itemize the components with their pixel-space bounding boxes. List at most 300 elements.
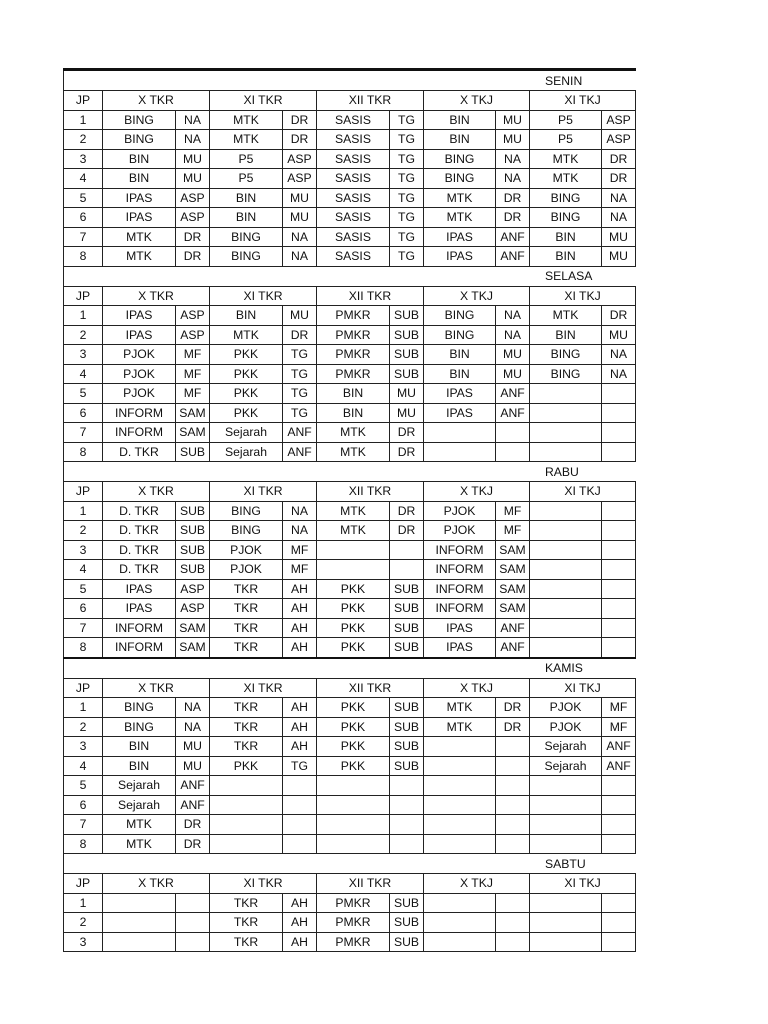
teacher-code-cell [496,795,530,815]
teacher-code-cell: MF [602,717,636,737]
schedule-row [64,345,636,365]
subject-cell: INFORM [424,540,496,560]
class-header: X TKR [103,678,210,698]
teacher-code-cell [496,913,530,933]
teacher-code-cell: NA [496,306,530,326]
schedule-row [64,169,636,189]
schedule-row [64,540,636,560]
teacher-code-cell: NA [602,208,636,228]
teacher-code-cell [283,795,317,815]
teacher-code-cell: SUB [390,618,424,638]
subject-cell: MTK [210,325,283,345]
teacher-code-cell [496,737,530,757]
subject-cell: MTK [424,208,496,228]
teacher-code-cell: DR [496,698,530,718]
teacher-code-cell: NA [283,227,317,247]
teacher-code-cell: ANF [496,403,530,423]
schedule-row [64,442,636,462]
teacher-code-cell: SUB [390,345,424,365]
class-header: XI TKJ [530,91,636,111]
teacher-code-cell: SUB [176,501,210,521]
subject-cell [317,560,390,580]
teacher-code-cell: DR [496,208,530,228]
teacher-code-cell [602,384,636,404]
teacher-code-cell: MU [176,149,210,169]
jp-number-cell: 2 [64,325,103,345]
subject-cell: SASIS [317,247,390,267]
subject-cell: PMKR [317,345,390,365]
subject-cell: INFORM [103,638,176,658]
subject-cell [530,932,602,952]
teacher-code-cell: SUB [390,638,424,658]
class-header: XI TKJ [530,874,636,894]
teacher-code-cell: MU [176,169,210,189]
teacher-code-cell: SAM [496,540,530,560]
subject-cell [317,795,390,815]
subject-cell: PKK [317,599,390,619]
class-header: X TKJ [424,874,530,894]
jp-header: JP [64,482,103,502]
teacher-code-cell [283,776,317,796]
subject-cell: INFORM [103,403,176,423]
schedule-row [64,149,636,169]
schedule-row [64,208,636,228]
teacher-code-cell: ASP [176,579,210,599]
class-header: XI TKR [210,91,317,111]
teacher-code-cell [602,815,636,835]
subject-cell [530,442,602,462]
schedule-row [64,306,636,326]
schedule-row [64,130,636,150]
class-header-row [64,91,636,111]
subject-cell [210,776,283,796]
teacher-code-cell: SAM [176,638,210,658]
subject-cell: BING [530,208,602,228]
teacher-code-cell: TG [283,364,317,384]
subject-cell: PMKR [317,893,390,913]
teacher-code-cell [602,776,636,796]
subject-cell [210,815,283,835]
teacher-code-cell: SUB [390,325,424,345]
class-header: XI TKR [210,286,317,306]
teacher-code-cell: SUB [390,717,424,737]
subject-cell: IPAS [103,188,176,208]
subject-cell [530,618,602,638]
schedule-row [64,776,636,796]
subject-cell: BING [103,130,176,150]
teacher-code-cell [602,834,636,854]
teacher-code-cell [390,776,424,796]
subject-cell [210,795,283,815]
teacher-code-cell: SUB [390,698,424,718]
subject-cell: PKK [210,345,283,365]
day-title: SABTU [64,854,636,874]
day-title-row [64,70,636,91]
teacher-code-cell: MF [283,560,317,580]
schedule-row [64,815,636,835]
teacher-code-cell: MU [390,384,424,404]
subject-cell: Sejarah [530,737,602,757]
jp-number-cell: 5 [64,776,103,796]
teacher-code-cell: AH [283,599,317,619]
teacher-code-cell: ANF [496,618,530,638]
teacher-code-cell: MF [176,364,210,384]
teacher-code-cell: DR [176,247,210,267]
jp-header: JP [64,874,103,894]
class-header: XI TKJ [530,286,636,306]
teacher-code-cell: ASP [176,208,210,228]
teacher-code-cell: MF [176,384,210,404]
subject-cell: IPAS [103,208,176,228]
subject-cell: SASIS [317,208,390,228]
subject-cell: MTK [210,110,283,130]
teacher-code-cell: SUB [176,521,210,541]
subject-cell: PJOK [210,560,283,580]
teacher-code-cell [283,815,317,835]
teacher-code-cell: NA [283,501,317,521]
teacher-code-cell: MU [496,345,530,365]
teacher-code-cell [496,756,530,776]
subject-cell: BIN [424,130,496,150]
teacher-code-cell: TG [390,110,424,130]
teacher-code-cell: TG [283,384,317,404]
subject-cell [530,423,602,443]
schedule-row [64,932,636,952]
subject-cell [530,834,602,854]
subject-cell [424,893,496,913]
subject-cell: IPAS [103,325,176,345]
schedule-row [64,521,636,541]
teacher-code-cell [602,795,636,815]
subject-cell: PJOK [530,717,602,737]
subject-cell [424,776,496,796]
teacher-code-cell: DR [283,130,317,150]
class-header: XII TKR [317,286,424,306]
subject-cell: BING [424,325,496,345]
class-header: XI TKJ [530,678,636,698]
schedule-sheet [63,68,635,952]
teacher-code-cell [602,638,636,658]
teacher-code-cell: SUB [390,932,424,952]
teacher-code-cell: SUB [176,442,210,462]
schedule-row [64,599,636,619]
subject-cell: MTK [317,442,390,462]
teacher-code-cell: MU [496,110,530,130]
teacher-code-cell: MU [283,306,317,326]
subject-cell: BING [530,364,602,384]
subject-cell: PKK [210,364,283,384]
jp-number-cell: 7 [64,618,103,638]
jp-number-cell: 1 [64,501,103,521]
subject-cell: D. TKR [103,501,176,521]
class-header: X TKJ [424,286,530,306]
subject-cell: BIN [103,149,176,169]
teacher-code-cell: ASP [176,188,210,208]
jp-number-cell: 2 [64,717,103,737]
teacher-code-cell: DR [390,501,424,521]
subject-cell: BIN [530,227,602,247]
teacher-code-cell: ANF [496,227,530,247]
subject-cell: BING [210,501,283,521]
subject-cell: IPAS [103,599,176,619]
teacher-code-cell: DR [283,110,317,130]
schedule-table [63,68,636,952]
subject-cell: TKR [210,932,283,952]
subject-cell: IPAS [424,403,496,423]
subject-cell: MTK [317,521,390,541]
class-header: X TKR [103,482,210,502]
subject-cell: BIN [530,247,602,267]
subject-cell: MTK [424,188,496,208]
teacher-code-cell: TG [390,188,424,208]
subject-cell: MTK [424,698,496,718]
subject-cell: IPAS [424,384,496,404]
subject-cell: SASIS [317,149,390,169]
subject-cell: PMKR [317,325,390,345]
teacher-code-cell [602,442,636,462]
teacher-code-cell: DR [390,521,424,541]
subject-cell [317,815,390,835]
teacher-code-cell: SUB [390,893,424,913]
subject-cell: PKK [210,756,283,776]
jp-number-cell: 4 [64,560,103,580]
teacher-code-cell [496,423,530,443]
subject-cell: PJOK [210,540,283,560]
teacher-code-cell [496,815,530,835]
day-title: SELASA [64,266,636,286]
subject-cell: INFORM [424,599,496,619]
teacher-code-cell: AH [283,698,317,718]
teacher-code-cell: SAM [496,579,530,599]
teacher-code-cell: DR [496,188,530,208]
subject-cell: IPAS [103,306,176,326]
schedule-row [64,756,636,776]
schedule-row [64,325,636,345]
teacher-code-cell [602,560,636,580]
class-header: XI TKR [210,482,317,502]
jp-number-cell: 1 [64,893,103,913]
jp-number-cell: 6 [64,795,103,815]
subject-cell [530,521,602,541]
class-header-row [64,678,636,698]
teacher-code-cell: MF [283,540,317,560]
jp-number-cell: 5 [64,188,103,208]
subject-cell: P5 [530,130,602,150]
teacher-code-cell: DR [602,169,636,189]
teacher-code-cell [176,913,210,933]
teacher-code-cell: DR [176,834,210,854]
subject-cell: BING [424,306,496,326]
subject-cell: TKR [210,698,283,718]
subject-cell: Sejarah [210,442,283,462]
class-header: XI TKJ [530,482,636,502]
subject-cell: BIN [317,384,390,404]
jp-number-cell: 8 [64,247,103,267]
teacher-code-cell: SUB [390,306,424,326]
teacher-code-cell: ASP [176,325,210,345]
subject-cell [424,815,496,835]
subject-cell: PKK [317,618,390,638]
teacher-code-cell [283,834,317,854]
subject-cell: BING [424,169,496,189]
subject-cell: D. TKR [103,560,176,580]
jp-number-cell: 2 [64,521,103,541]
teacher-code-cell: SAM [176,618,210,638]
subject-cell: TKR [210,579,283,599]
teacher-code-cell: TG [390,227,424,247]
jp-header: JP [64,91,103,111]
teacher-code-cell: NA [602,364,636,384]
subject-cell: BING [103,698,176,718]
subject-cell: BIN [424,110,496,130]
subject-cell: IPAS [424,247,496,267]
subject-cell [530,403,602,423]
teacher-code-cell [390,795,424,815]
teacher-code-cell: ANF [496,247,530,267]
teacher-code-cell: AH [283,932,317,952]
subject-cell [103,893,176,913]
teacher-code-cell: SAM [496,599,530,619]
teacher-code-cell: TG [390,169,424,189]
jp-number-cell: 1 [64,306,103,326]
jp-number-cell: 5 [64,579,103,599]
teacher-code-cell [602,403,636,423]
jp-number-cell: 3 [64,737,103,757]
subject-cell: MTK [103,227,176,247]
class-header: XII TKR [317,91,424,111]
schedule-row [64,423,636,443]
teacher-code-cell [496,893,530,913]
subject-cell [530,384,602,404]
subject-cell: INFORM [424,560,496,580]
subject-cell [424,795,496,815]
subject-cell: D. TKR [103,540,176,560]
schedule-row [64,638,636,658]
subject-cell: BIN [424,345,496,365]
jp-number-cell: 6 [64,208,103,228]
class-header: XII TKR [317,874,424,894]
subject-cell: BIN [424,364,496,384]
teacher-code-cell: ANF [176,776,210,796]
class-header: X TKR [103,874,210,894]
teacher-code-cell [496,932,530,952]
teacher-code-cell: SUB [390,364,424,384]
subject-cell [424,913,496,933]
jp-number-cell: 4 [64,169,103,189]
subject-cell: BING [103,717,176,737]
teacher-code-cell [176,932,210,952]
teacher-code-cell: NA [602,188,636,208]
teacher-code-cell: ANF [602,737,636,757]
subject-cell: INFORM [103,423,176,443]
teacher-code-cell [602,579,636,599]
jp-number-cell: 3 [64,932,103,952]
subject-cell: TKR [210,618,283,638]
schedule-row [64,834,636,854]
subject-cell: PKK [317,579,390,599]
subject-cell: PKK [317,698,390,718]
teacher-code-cell: TG [390,247,424,267]
schedule-row [64,247,636,267]
teacher-code-cell: DR [283,325,317,345]
schedule-row [64,501,636,521]
teacher-code-cell [602,932,636,952]
subject-cell: IPAS [424,638,496,658]
subject-cell: PKK [210,403,283,423]
teacher-code-cell: MF [602,698,636,718]
teacher-code-cell: DR [496,717,530,737]
schedule-row [64,737,636,757]
subject-cell: PMKR [317,913,390,933]
subject-cell: IPAS [103,579,176,599]
subject-cell: BING [530,345,602,365]
schedule-row [64,795,636,815]
subject-cell: SASIS [317,227,390,247]
subject-cell: MTK [424,717,496,737]
teacher-code-cell: NA [283,521,317,541]
subject-cell: INFORM [103,618,176,638]
subject-cell [317,540,390,560]
class-header: X TKJ [424,482,530,502]
schedule-row [64,227,636,247]
teacher-code-cell: MU [390,403,424,423]
subject-cell: SASIS [317,110,390,130]
teacher-code-cell: SUB [390,756,424,776]
teacher-code-cell: ASP [176,306,210,326]
teacher-code-cell: SAM [496,560,530,580]
day-title-row [64,658,636,679]
subject-cell [530,638,602,658]
teacher-code-cell [390,815,424,835]
jp-number-cell: 4 [64,756,103,776]
teacher-code-cell [390,560,424,580]
subject-cell: PJOK [103,364,176,384]
teacher-code-cell: AH [283,638,317,658]
teacher-code-cell [602,501,636,521]
class-header: XI TKR [210,678,317,698]
subject-cell: PKK [317,638,390,658]
subject-cell: BIN [530,325,602,345]
teacher-code-cell: AH [283,717,317,737]
subject-cell [530,795,602,815]
teacher-code-cell: MU [496,364,530,384]
subject-cell [424,834,496,854]
teacher-code-cell: ASP [176,599,210,619]
teacher-code-cell [390,834,424,854]
subject-cell: P5 [530,110,602,130]
teacher-code-cell: TG [390,130,424,150]
subject-cell: BIN [210,188,283,208]
subject-cell [424,737,496,757]
jp-number-cell: 2 [64,130,103,150]
teacher-code-cell: ANF [176,795,210,815]
subject-cell: BIN [317,403,390,423]
teacher-code-cell [602,599,636,619]
teacher-code-cell: TG [390,149,424,169]
teacher-code-cell [176,893,210,913]
class-header-row [64,286,636,306]
subject-cell: PMKR [317,364,390,384]
schedule-row [64,188,636,208]
subject-cell: Sejarah [103,795,176,815]
teacher-code-cell: MF [176,345,210,365]
subject-cell: PMKR [317,932,390,952]
subject-cell: MTK [317,423,390,443]
subject-cell [530,599,602,619]
teacher-code-cell: AH [283,579,317,599]
jp-number-cell: 6 [64,403,103,423]
subject-cell: PJOK [424,501,496,521]
